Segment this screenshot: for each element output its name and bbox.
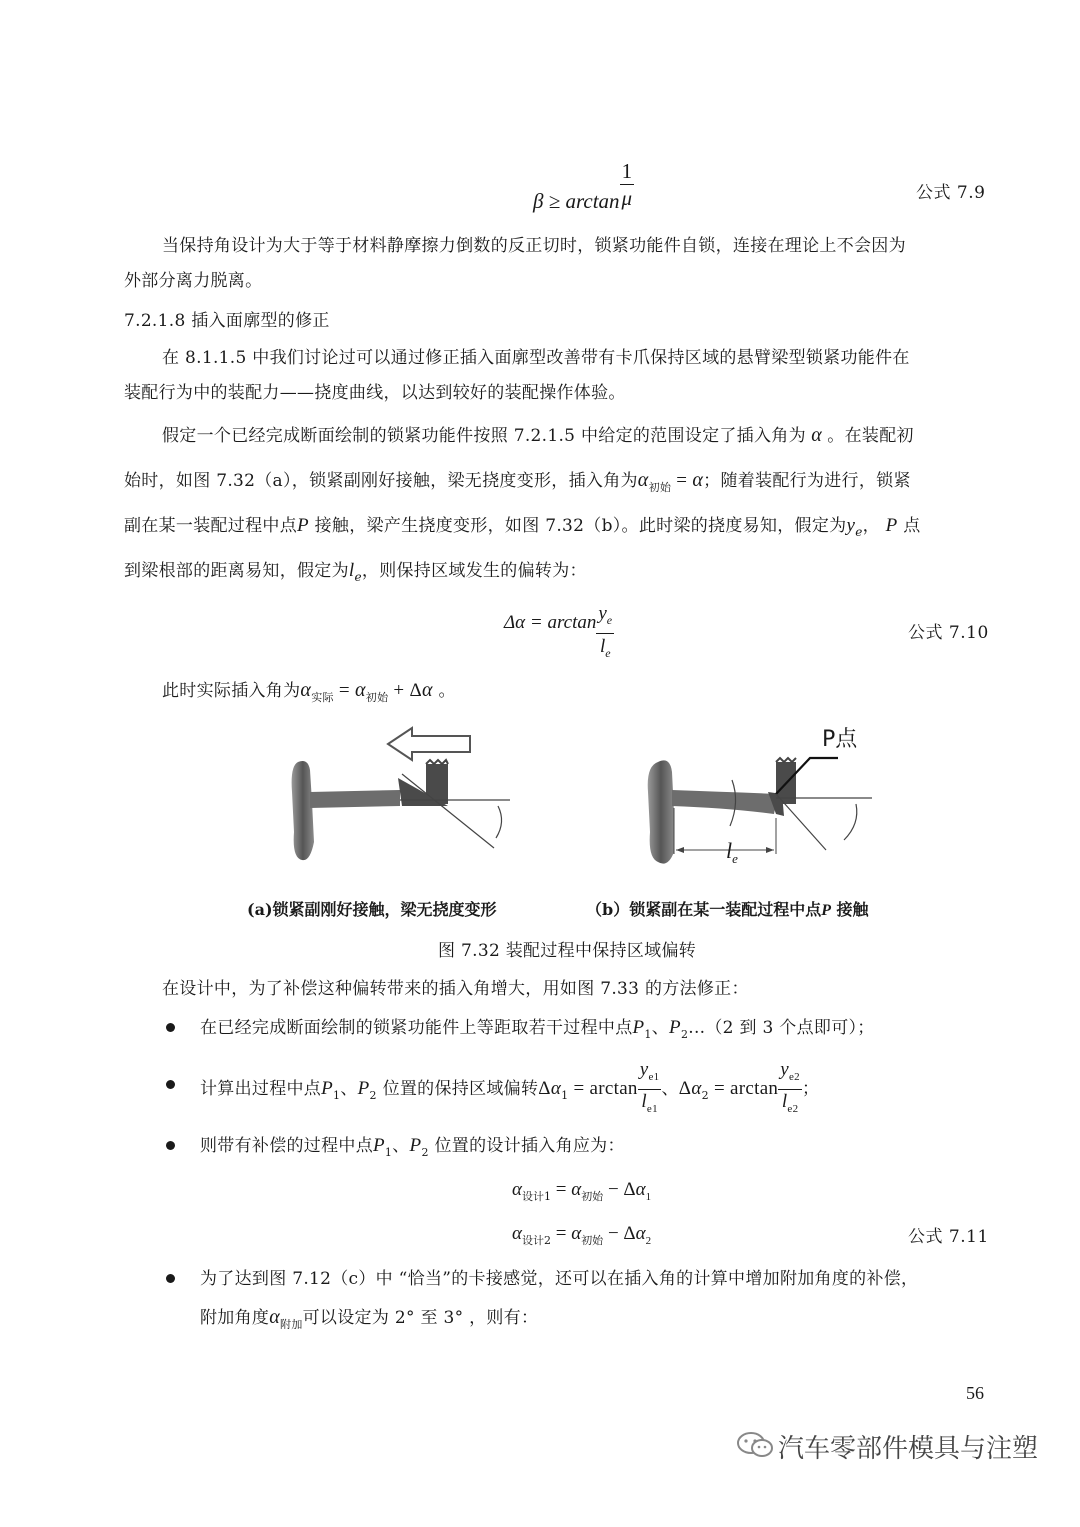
para3-l3b: 接触，梁产生挠度变形，如图 7.32（b）。此时梁的挠度易知，假定为: [314, 516, 847, 536]
bullet1-text-b: ...（2 到 3 个点即可）；: [688, 1018, 875, 1038]
figure-caption-b-p: P: [821, 902, 831, 919]
bullet4-sub-extra: 附加: [280, 1318, 303, 1331]
formula-7-11-line2: $\alpha_{设计2} = \alpha_{初始} - \Delta\alpha_2$: [512, 1223, 652, 1247]
para3-l4b: ，则保持区域发生的偏转为：: [361, 561, 587, 581]
formula-7-10-den: l: [599, 636, 606, 657]
figure-label-le-sub: e: [732, 851, 738, 866]
formula-7-9-den: μ: [621, 186, 633, 210]
para3-l2b: ；随着装配行为进行，锁紧: [703, 471, 911, 491]
beam-b: [672, 790, 778, 814]
formula-7-9-label: 公式 7.9: [916, 183, 986, 203]
beam-a: [310, 790, 400, 808]
bullet-dot-1: [166, 1023, 175, 1032]
figure-caption-b-a: （b）锁紧副在某一装配过程中点: [586, 900, 822, 919]
para3-l4a: 到梁根部的距离易知，假定为: [124, 561, 349, 581]
section-heading: [124, 309, 330, 333]
mating-block-a: [426, 764, 448, 804]
figure-a-diagram: [292, 728, 510, 860]
para3-l3c: ，: [862, 516, 880, 536]
bullet2-end: ；: [801, 1079, 820, 1099]
bullet2-text-a: 计算出过程中点: [200, 1079, 322, 1099]
bullet-dot-4: [166, 1274, 175, 1283]
para3-line2: 始时，如图 7.32（a），锁紧副刚好接触，梁无挠度变形，插入角为$\alpha_{初始} = \alpha$；随着装配行为进行，锁紧: [124, 469, 911, 494]
formula-7-11-line1: $\alpha_{设计1} = \alpha_{初始} - \Delta\alpha_1$: [512, 1179, 652, 1203]
para3-line1: 假定一个已经完成断面绘制的锁紧功能件按照 7.2.1.5 中给定的范围设定了插入角为 α 。在装配初: [162, 424, 914, 446]
wall-root-a: [292, 761, 314, 860]
para3-line3: 副在某一装配过程中点P 接触，梁产生挠度变形，如图 7.32（b）。此时梁的挠度易知，假定为$y_e$， P 点: [124, 515, 921, 539]
figure-caption-a: (a)锁紧副刚好接触，梁无挠度变形: [247, 900, 497, 919]
figure-b-diagram: [648, 758, 872, 864]
formula-7-10-lhs: Δα = arctan: [504, 612, 597, 633]
page-number: 56: [966, 1383, 984, 1403]
para2-line1: 在 8.1.1.5 中我们讨论过可以通过修正插入面廓型改善带有卡爪保持区域的悬臂梁型锁紧功能件在: [162, 348, 910, 368]
section-title: 插入面廓型的修正: [191, 311, 330, 331]
bullet4-line2b: 可以设定为 2° 至 3° ，则有：: [302, 1308, 539, 1328]
para1-line1: 当保持角设计为大于等于材料静摩擦力倒数的反正切时，锁紧功能件自锁，连接在理论上不会因为: [162, 236, 906, 256]
figure-caption-b-b: 接触: [830, 900, 869, 919]
formula-7-9-num: 1: [620, 158, 635, 185]
figure-title: 图 7.32 装配过程中保持区域偏转: [438, 941, 697, 961]
para4-sub-initial: 初始: [365, 691, 389, 704]
para4-text-a: 此时实际插入角为: [162, 681, 301, 701]
bullet2: 计算出过程中点$P_1$、$P_2$ 位置的保持区域偏转$\Delta\alpha_1 = \arctan$ $\frac{y_{e1}}{l_{e1}}$ 、$\Delta\alpha_2 = \arctan$ $\frac{y_{e2}}{l_{e2}}$ ；: [200, 1059, 820, 1115]
bullet4-line1: 为了达到图 7.12（c）中 “恰当”的卡接感觉，还可以在插入角的计算中增加附加角度的补偿，: [200, 1269, 919, 1289]
formula-7-10-den-sub: e: [605, 646, 611, 660]
watermark-text: 汽车零部件模具与注塑: [778, 1434, 1039, 1464]
wechat-icon: [736, 1430, 776, 1460]
para2-line2: 装配行为中的装配力——挠度曲线，以达到较好的装配操作体验。: [124, 383, 626, 403]
bullet4-line2a: 附加角度: [200, 1308, 270, 1328]
wall-root-b: [648, 760, 674, 863]
para4-sub-actual: 实际: [311, 691, 334, 704]
para5: 在设计中，为了补偿这种偏转带来的插入角增大，用如图 7.33 的方法修正：: [162, 979, 749, 999]
para3-l3d: 点: [903, 516, 921, 536]
figure-label-le-main: l: [726, 838, 733, 863]
para3-line4: 到梁根部的距离易知，假定为$l_e$，则保持区域发生的偏转为：: [124, 560, 587, 584]
figure-7-32: [270, 722, 880, 892]
para4: 此时实际插入角为$\alpha_{实际} = \alpha_{初始} + \Delta\alpha$ 。: [162, 679, 456, 704]
assembly-arrow-icon: [388, 728, 470, 760]
para3-l2a: 始时，如图 7.32（a），锁紧副刚好接触，梁无挠度变形，插入角为: [124, 471, 638, 491]
formula-7-11-sub-design2: 设计2: [521, 1234, 551, 1247]
formula-7-11-sub-design1: 设计1: [521, 1190, 551, 1203]
para3-sub-initial: 初始: [648, 481, 672, 494]
para1-line2: 外部分离力脱离。: [124, 271, 263, 291]
bullet2-text-b: 位置的保持区域偏转: [382, 1079, 539, 1099]
bullet2-sep: 、: [661, 1079, 679, 1099]
para3-l1a: 假定一个已经完成断面绘制的锁紧功能件按照 7.2.1.5 中给定的范围设定了插入角为: [162, 426, 806, 446]
formula-7-11-sub-initial-2: 初始: [581, 1234, 604, 1247]
bullet1: 在已经完成断面绘制的锁紧功能件上等距取若干过程中点$P_1$、$P_2...(2$ 到 3 个点即可）；: [200, 1017, 875, 1041]
formula-7-9: [533, 160, 634, 220]
formula-7-10-num-sub: e: [606, 613, 613, 627]
bullet-dot-2: [166, 1080, 175, 1089]
figure-label-p: P点: [822, 727, 858, 752]
bullet3-text-b: 位置的设计插入角应为：: [434, 1136, 625, 1156]
figure-caption-b: [586, 897, 869, 920]
bullet3-text-a: 则带有补偿的过程中点: [200, 1136, 373, 1156]
figure-label-le: [726, 838, 738, 867]
bullet4-line2: 附加角度$\alpha_{附加}$可以设定为 2° 至 3° ，则有：: [200, 1306, 539, 1331]
formula-7-10-num: y: [598, 603, 607, 624]
para3-l1b: 。在装配初: [827, 426, 914, 446]
section-number: 7.2.1.8: [124, 311, 186, 331]
formula-7-10-label: 公式 7.10: [908, 623, 989, 643]
para4-text-b: 。: [438, 681, 456, 701]
bullet3: 则带有补偿的过程中点$P_1$、$P_2$ 位置的设计插入角应为：: [200, 1135, 625, 1159]
formula-7-11-label: 公式 7.11: [908, 1227, 989, 1247]
formula-7-10: [504, 601, 614, 666]
formula-7-9-lhs: β ≥ arctan: [533, 189, 620, 213]
bullet-dot-3: [166, 1141, 175, 1150]
bullet2-arctan-1: arctan: [589, 1078, 638, 1099]
bullet1-text-a: 在已经完成断面绘制的锁紧功能件上等距取若干过程中点: [200, 1018, 633, 1038]
para3-l3a: 副在某一装配过程中点: [124, 516, 297, 536]
formula-7-11-sub-initial-1: 初始: [581, 1190, 604, 1203]
